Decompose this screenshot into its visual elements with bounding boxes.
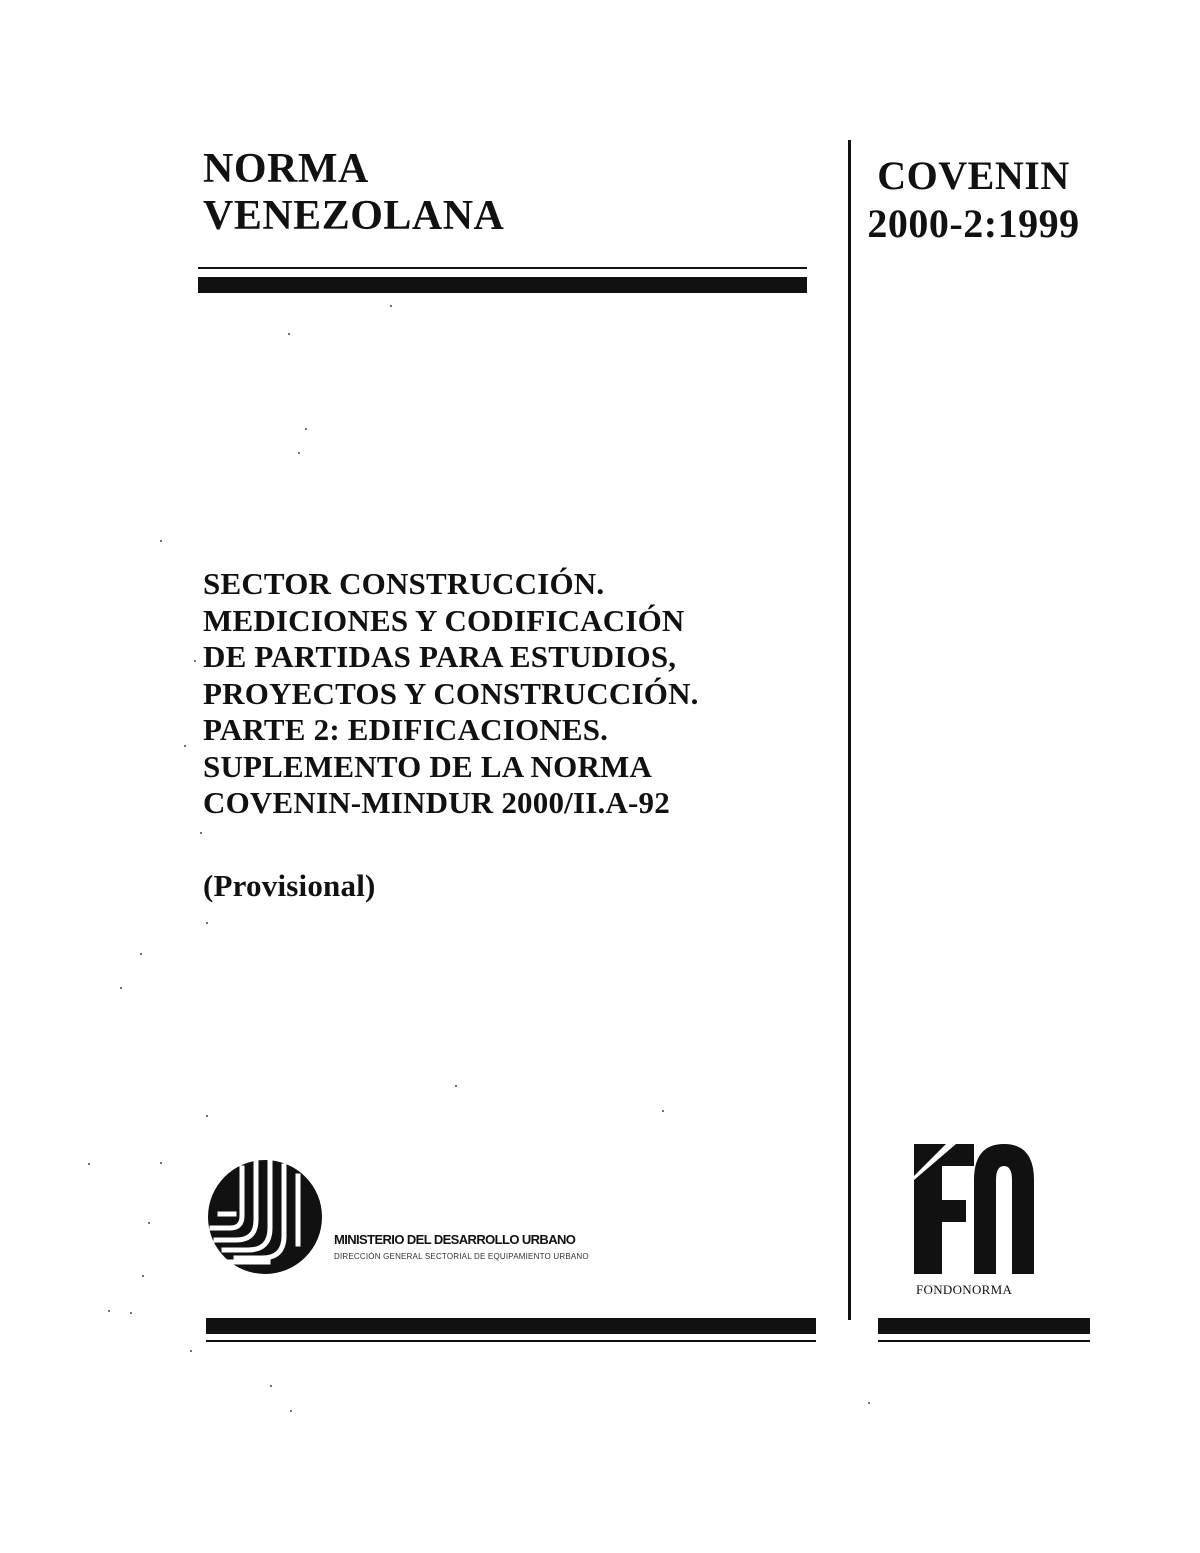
top-thick-rule <box>198 277 807 293</box>
fondonorma-name: FONDONORMA <box>916 1282 1013 1297</box>
ministry-name: MINISTERIO DEL DESARROLLO URBANO <box>334 1232 576 1247</box>
scan-speck <box>455 1085 457 1087</box>
title-line: MEDICIONES Y CODIFICACIÓN <box>203 602 685 638</box>
heading-line-1: NORMA <box>203 146 369 192</box>
top-thin-rule <box>198 267 807 269</box>
provisional-label: (Provisional) <box>203 868 376 903</box>
scan-speck <box>868 1402 870 1404</box>
scan-speck <box>270 1385 272 1387</box>
vertical-divider <box>848 140 851 1320</box>
norma-venezolana-heading <box>203 146 504 240</box>
title-line: SUPLEMENTO DE LA NORMA <box>203 748 653 784</box>
scan-speck <box>160 1162 162 1164</box>
scan-speck <box>120 987 122 989</box>
scan-speck <box>160 540 162 542</box>
mindur-logo <box>206 1158 324 1276</box>
covenin-code-heading <box>866 152 1081 248</box>
document-title <box>203 566 803 822</box>
scan-speck <box>298 452 300 454</box>
scan-speck <box>108 1310 110 1312</box>
title-line: DE PARTIDAS PARA ESTUDIOS, <box>203 639 677 674</box>
title-line: COVENIN-MINDUR 2000/II.A-92 <box>203 785 670 820</box>
heading-line-2: VENEZOLANA <box>203 193 505 239</box>
ministry-subtitle: DIRECCIÓN GENERAL SECTORIAL DE EQUIPAMIENTO URBANO <box>334 1252 589 1261</box>
bottom-right-thin-rule <box>878 1340 1090 1342</box>
fondonorma-logo <box>912 1140 1036 1274</box>
scan-speck <box>305 428 307 430</box>
scan-speck <box>290 1410 292 1412</box>
scan-speck <box>200 832 202 834</box>
title-line: SECTOR CONSTRUCCIÓN. <box>203 566 605 601</box>
scan-speck <box>206 1115 208 1117</box>
covenin-label: COVENIN <box>877 153 1070 198</box>
scan-speck <box>206 922 208 924</box>
scan-speck <box>142 1275 144 1277</box>
bottom-right-thick-rule <box>878 1318 1090 1334</box>
bottom-thin-rule <box>206 1340 816 1342</box>
title-line: PROYECTOS Y CONSTRUCCIÓN. <box>203 675 699 711</box>
scan-speck <box>88 1163 90 1165</box>
scan-speck <box>184 745 186 747</box>
covenin-number: 2000-2:1999 <box>867 201 1080 246</box>
scan-speck <box>130 1312 132 1314</box>
scan-speck <box>390 305 392 307</box>
scan-speck <box>140 953 142 955</box>
scan-speck <box>148 1222 150 1224</box>
title-line: PARTE 2: EDIFICACIONES. <box>203 712 609 747</box>
scan-speck <box>190 1350 192 1352</box>
scan-speck <box>288 333 290 335</box>
scan-speck <box>194 660 196 662</box>
scan-speck <box>662 1110 664 1112</box>
bottom-thick-rule <box>206 1318 816 1334</box>
